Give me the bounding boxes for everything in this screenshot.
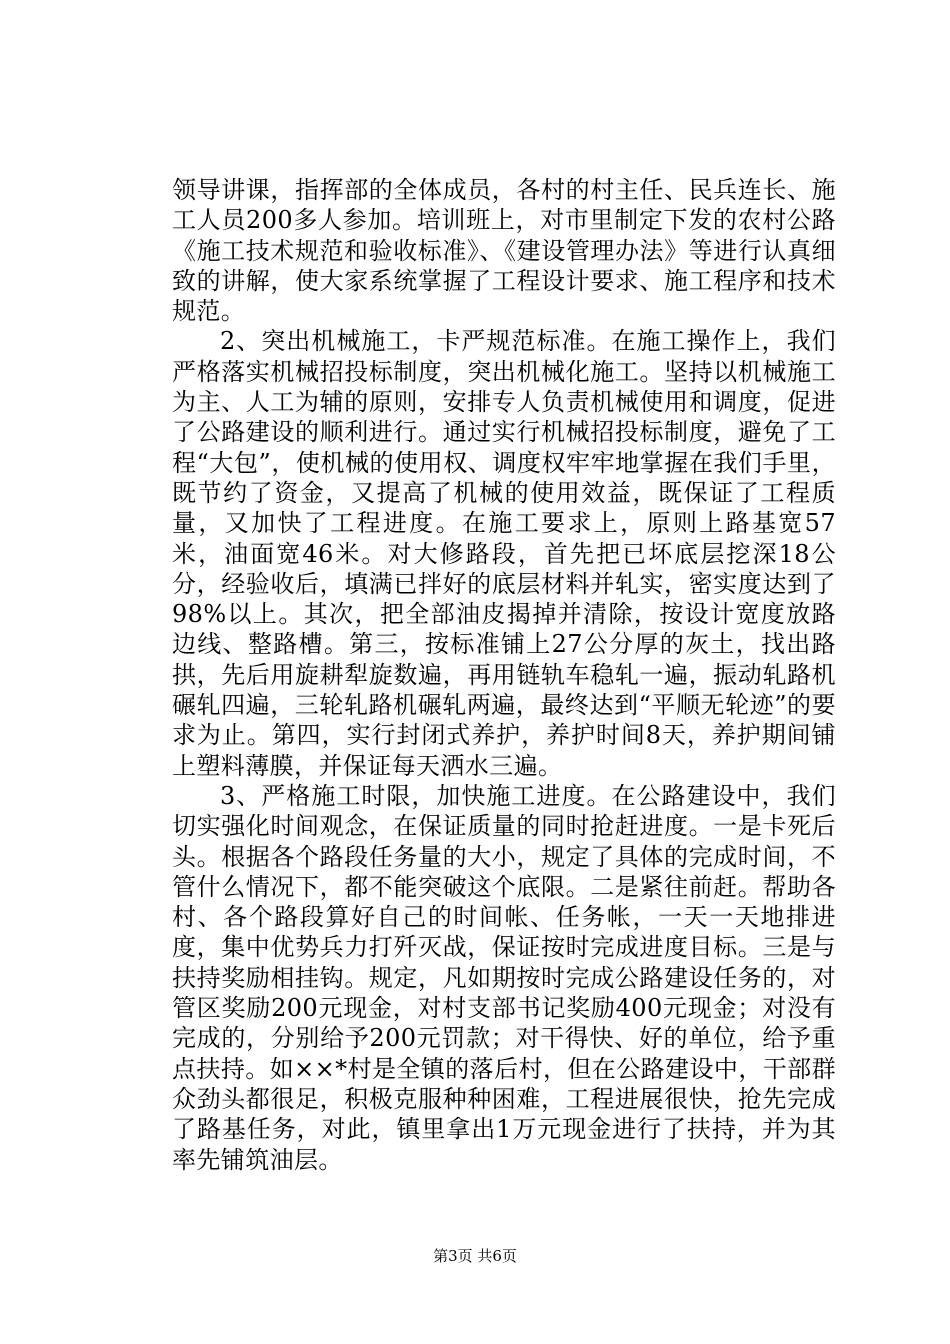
paragraph-mechanical-construction: 2、突出机械施工，卡严规范标准。在施工操作上，我们严格落实机械招投标制度，突出机械化施工。坚持以机械施工为主、人工为辅的原则，安排专人负责机械使用和调度，促进了公路建设的顺利进行。通过实行机械招投标制度，避免了工程“大包”，使机械的使用权、调度权牢牢地掌握在我们手里，既节约了资金，又提高了机械的使用效益，既保证了工程质量，又加快了工程进度。在施工要求上，原则上路基宽57米，油面宽46米。对大修路段，首先把已坏底层挖深18公分，经验收后，填满已拌好的底层材料并轧实，密实度达到了98%以上。其次，把全部油皮揭掉并清除，按设计宽度放路边线、整路槽。第三，按标准铺上27公分厚的灰土，找出路拱，先后用旋耕犁旋数遍，再用链轨车稳轧一遍，振动轧路机碾轧四遍，三轮轧路机碾轧两遍，最终达到“平顺无轮迹”的要求为止。第四，实行封闭式养护，养护时间8天，养护期间铺上塑料薄膜，并保证每天洒水三遍。 bbox=[172, 327, 836, 780]
document-body bbox=[172, 175, 836, 1175]
page-footer bbox=[0, 1245, 950, 1266]
page-number-label: 第3页 共6页 bbox=[433, 1247, 517, 1265]
paragraph-construction-schedule: 3、严格施工时限，加快施工进度。在公路建设中，我们切实强化时间观念，在保证质量的同时抢赶进度。一是卡死后头。根据各个路段任务量的大小，规定了具体的完成时间，不管什么情况下，都不能突破这个底限。二是紧往前赶。帮助各村、各个路段算好自己的时间帐、任务帐，一天一天地排进度，集中优势兵力打歼灭战，保证按时完成进度目标。三是与扶持奖励相挂钩。规定，凡如期按时完成公路建设任务的，对管区奖励200元现金，对村支部书记奖励400元现金；对没有完成的，分别给予200元罚款；对干得快、好的单位，给予重点扶持。如××*村是全镇的落后村，但在公路建设中，干部群众劲头都很足，积极克服种种困难，工程进展很快，抢先完成了路基任务，对此，镇里拿出1万元现金进行了扶持，并为其率先铺筑油层。 bbox=[172, 781, 836, 1174]
paragraph-continuation: 领导讲课，指挥部的全体成员，各村的村主任、民兵连长、施工人员200多人参加。培训班上，对市里制定下发的农村公路《施工技术规范和验收标准》、《建设管理办法》等进行认真细致的讲解，使大家系统掌握了工程设计要求、施工程序和技术规范。 bbox=[172, 176, 836, 326]
